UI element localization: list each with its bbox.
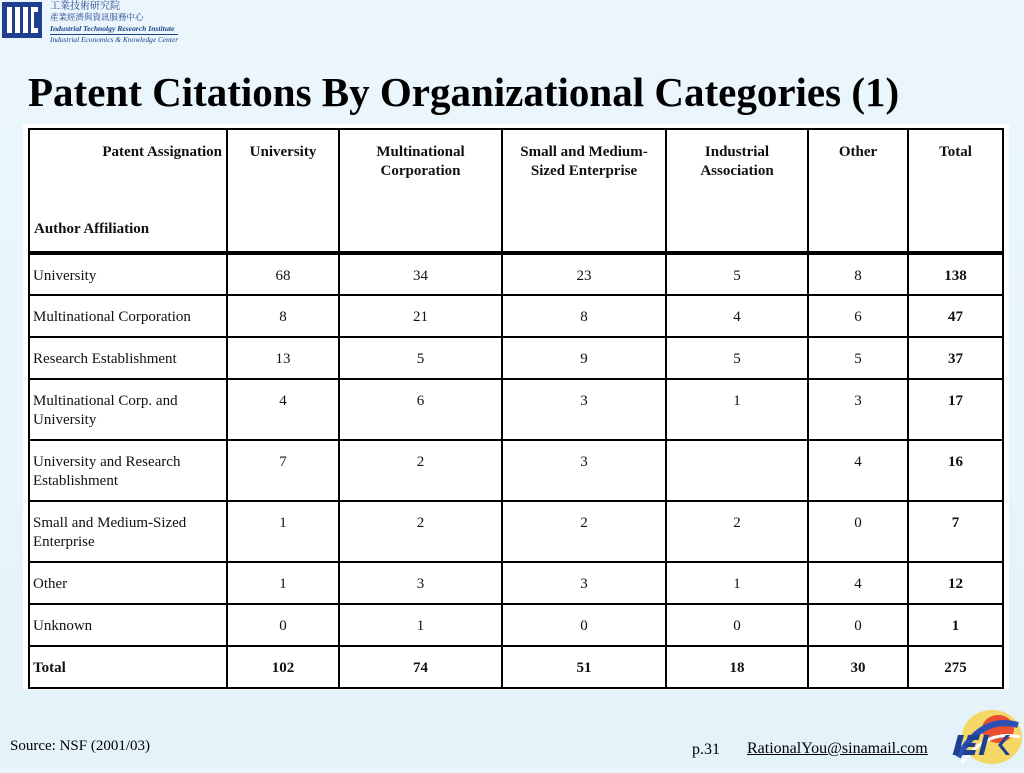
row-label-line: Unknown: [33, 618, 93, 634]
org-name-en-2: Industrial Economics & Knowledge Center: [50, 35, 179, 44]
row-label: [29, 501, 227, 562]
row-total-cell: 12: [908, 562, 1003, 604]
row-label-line: Establishment: [33, 473, 118, 489]
table-cell: 1: [227, 562, 339, 604]
table-cell: 0: [502, 604, 666, 646]
itri-logo-icon: [2, 2, 42, 38]
table-cell: 9: [502, 337, 666, 379]
iek-logo-icon: [952, 705, 1024, 768]
table-cell: 3: [502, 562, 666, 604]
table-row: [29, 295, 1003, 337]
total-row-label: Total: [29, 646, 227, 688]
header-row: [29, 129, 1003, 253]
itri-logo: [2, 2, 42, 38]
table-cell: 6: [808, 295, 908, 337]
table-row: [29, 604, 1003, 646]
table-cell: 5: [666, 253, 808, 295]
row-label: [29, 295, 227, 337]
email-link[interactable]: RationalYou@sinamail.com: [747, 740, 928, 757]
column-header-line: Sized Enterprise: [530, 163, 638, 179]
column-header-line: Multinational: [376, 144, 465, 160]
table-cell: 21: [339, 295, 502, 337]
table-cell: 4: [666, 295, 808, 337]
table-cell: 8: [808, 253, 908, 295]
table-cell: 6: [339, 379, 502, 440]
row-label-line: Multinational Corp. and: [33, 393, 178, 409]
table-cell: 4: [227, 379, 339, 440]
table-cell: 1: [339, 604, 502, 646]
row-total-cell: 138: [908, 253, 1003, 295]
org-name-zh-2: 產業經濟與資訊服務中心: [50, 13, 144, 23]
row-total-cell: 16: [908, 440, 1003, 501]
table-cell: 5: [808, 337, 908, 379]
table-cell: 7: [227, 440, 339, 501]
column-header: [339, 129, 502, 253]
column-header-line: Other: [838, 144, 878, 160]
row-total-cell: 1: [908, 604, 1003, 646]
table-cell: 5: [339, 337, 502, 379]
page-number: p.31: [692, 741, 720, 758]
row-label-line: Enterprise: [33, 534, 95, 550]
table-container: [23, 124, 1009, 690]
table-cell: [666, 440, 808, 501]
row-label-line: Other: [33, 576, 68, 592]
column-header-line: Total: [939, 144, 972, 160]
table-cell: 34: [339, 253, 502, 295]
table-row: [29, 379, 1003, 440]
page-title: Patent Citations By Organizational Categories (1): [28, 69, 900, 115]
row-total-cell: 47: [908, 295, 1003, 337]
table-cell: 3: [339, 562, 502, 604]
table-row: [29, 337, 1003, 379]
corner-header-cell: [29, 129, 227, 253]
table-cell: 3: [502, 379, 666, 440]
table-cell: 2: [666, 501, 808, 562]
row-label: [29, 562, 227, 604]
table-cell: 0: [227, 604, 339, 646]
total-cell: 74: [339, 646, 502, 688]
table-cell: 1: [227, 501, 339, 562]
source-note: Source: NSF (2001/03): [10, 738, 150, 754]
table-cell: 23: [502, 253, 666, 295]
row-label: [29, 440, 227, 501]
patent-assignation-label: Patent Assignation: [102, 144, 222, 160]
org-name-zh-1: 工業技術研究院: [50, 1, 120, 12]
table-cell: 2: [339, 501, 502, 562]
column-header-line: University: [249, 144, 317, 160]
column-header: [908, 129, 1003, 253]
row-label-line: Small and Medium-Sized: [33, 515, 187, 531]
table-cell: 5: [666, 337, 808, 379]
table-row: [29, 562, 1003, 604]
table-cell: 8: [502, 295, 666, 337]
row-total-cell: 17: [908, 379, 1003, 440]
total-cell: 102: [227, 646, 339, 688]
row-label-line: University: [33, 412, 97, 428]
column-header-line: Industrial: [704, 144, 770, 160]
column-header: [666, 129, 808, 253]
table-cell: 2: [502, 501, 666, 562]
table-row: [29, 501, 1003, 562]
table-row: [29, 440, 1003, 501]
row-label: [29, 379, 227, 440]
table-cell: 13: [227, 337, 339, 379]
row-label-line: University: [33, 268, 97, 284]
column-header-line: Association: [700, 163, 774, 179]
column-header: [502, 129, 666, 253]
row-label: [29, 337, 227, 379]
table-cell: 0: [808, 604, 908, 646]
org-name-en-1: Industrial Technolgy Research Institute: [50, 24, 178, 35]
citations-table: [28, 128, 1004, 689]
total-row: [29, 646, 1003, 688]
org-name-block: [50, 1, 178, 45]
row-label: [29, 604, 227, 646]
total-cell: 51: [502, 646, 666, 688]
table-cell: 0: [666, 604, 808, 646]
row-label-line: Research Establishment: [33, 351, 177, 367]
table-cell: 4: [808, 562, 908, 604]
table-cell: 2: [339, 440, 502, 501]
table-cell: 1: [666, 379, 808, 440]
table-cell: 3: [808, 379, 908, 440]
column-header: [808, 129, 908, 253]
table-cell: 68: [227, 253, 339, 295]
row-total-cell: 37: [908, 337, 1003, 379]
total-cell: 30: [808, 646, 908, 688]
row-total-cell: 7: [908, 501, 1003, 562]
table-cell: 4: [808, 440, 908, 501]
grand-total-cell: 275: [908, 646, 1003, 688]
row-label: [29, 253, 227, 295]
column-header-line: Corporation: [380, 163, 461, 179]
row-label-line: Multinational Corporation: [33, 309, 191, 325]
column-header-line: Small and Medium-: [520, 144, 648, 160]
column-header: [227, 129, 339, 253]
iek-logo: [952, 705, 1024, 768]
table-cell: 3: [502, 440, 666, 501]
total-cell: 18: [666, 646, 808, 688]
table-row: [29, 253, 1003, 295]
table-cell: 0: [808, 501, 908, 562]
table-cell: 8: [227, 295, 339, 337]
row-label-line: University and Research: [33, 454, 181, 470]
table-cell: 1: [666, 562, 808, 604]
author-affiliation-label: Author Affiliation: [34, 221, 150, 237]
